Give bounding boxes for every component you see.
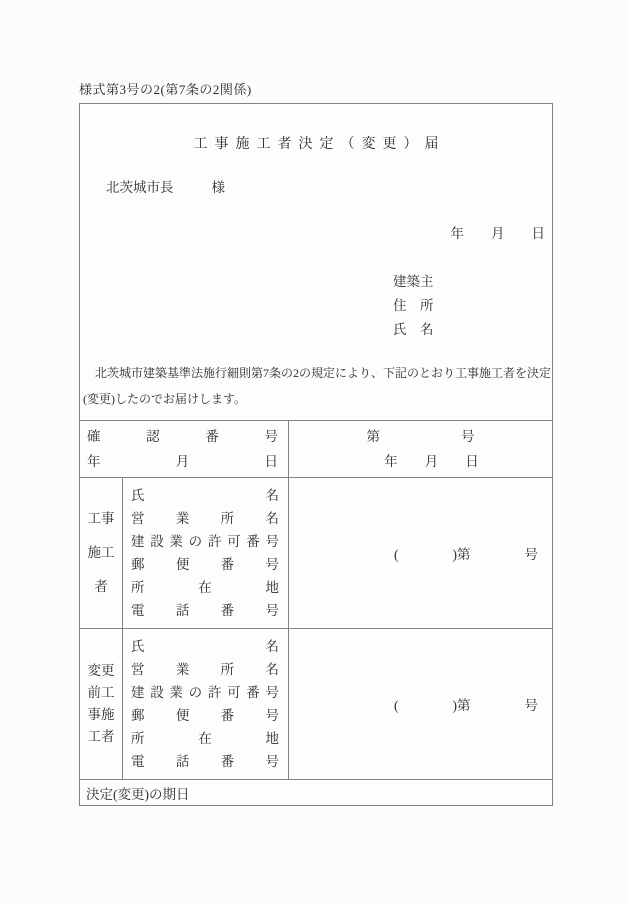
confirmation-date-label: 年月日 <box>87 454 278 469</box>
field-label-postal: 郵便番号 <box>131 708 279 723</box>
form-border-box <box>79 103 553 806</box>
body-paragraph-line2: (変更)したのでお届けします。 <box>83 392 247 406</box>
honorific-label: 様 <box>211 180 225 195</box>
contractor-header-line: 者 <box>94 579 108 594</box>
confirmation-value-cell <box>289 421 552 477</box>
decision-date-row <box>80 780 552 805</box>
confirmation-number-cell <box>80 421 288 477</box>
applicant-role-label: 建築主 <box>393 274 434 289</box>
confirmation-number-label: 確認番号 <box>87 429 278 444</box>
field-label-name: 氏名 <box>131 488 279 503</box>
field-label-name: 氏名 <box>131 639 279 654</box>
field-label-office: 営業所名 <box>131 662 279 677</box>
body-paragraph-line1: 北茨城市建築基準法施行細則第7条の2の規定により、下記のとおり工事施工者を決定 <box>95 366 552 380</box>
confirmation-date-value: 年 月 日 <box>384 454 479 469</box>
decision-date-label: 決定(変更)の期日 <box>86 786 190 802</box>
document-title: 工事施工者決定（変更）届 <box>193 137 446 152</box>
field-label-phone: 電話番号 <box>131 603 279 618</box>
previous-contractor-header-cell <box>80 629 122 779</box>
previous-contractor-fields-cell <box>123 629 288 779</box>
previous-contractor-header-line: 前工 <box>87 685 115 700</box>
applicant-block <box>393 270 434 342</box>
field-label-office: 営業所名 <box>131 511 279 526</box>
form-code-label: 様式第3号の2(第7条の2関係) <box>79 82 252 97</box>
applicant-name-label: 氏 名 <box>393 322 434 337</box>
field-label-address: 所在地 <box>131 731 279 746</box>
confirmation-number-value: 第 号 <box>366 429 475 444</box>
contractor-header-cell <box>80 478 122 628</box>
addressee-name: 北茨城市長 <box>106 180 174 195</box>
field-label-license: 建設業の許可番号 <box>131 534 279 549</box>
field-label-postal: 郵便番号 <box>131 557 279 572</box>
addressee-line <box>106 180 225 196</box>
date-line: 年 月 日 <box>450 226 545 241</box>
contractor-header-line: 工事 <box>87 511 115 526</box>
previous-contractor-header-line: 工者 <box>87 729 115 744</box>
field-label-address: 所在地 <box>131 580 279 595</box>
contractor-permit-value-cell: ( )第 号 <box>394 547 538 562</box>
field-label-license: 建設業の許可番号 <box>131 685 279 700</box>
previous-contractor-permit-value-cell: ( )第 号 <box>394 698 538 713</box>
field-label-phone: 電話番号 <box>131 754 279 769</box>
previous-contractor-header-line: 変更 <box>87 663 115 678</box>
contractor-fields-cell <box>123 478 288 628</box>
applicant-address-label: 住 所 <box>393 298 434 313</box>
previous-contractor-header-line: 事施 <box>87 707 115 722</box>
contractor-header-line: 施工 <box>87 545 115 560</box>
